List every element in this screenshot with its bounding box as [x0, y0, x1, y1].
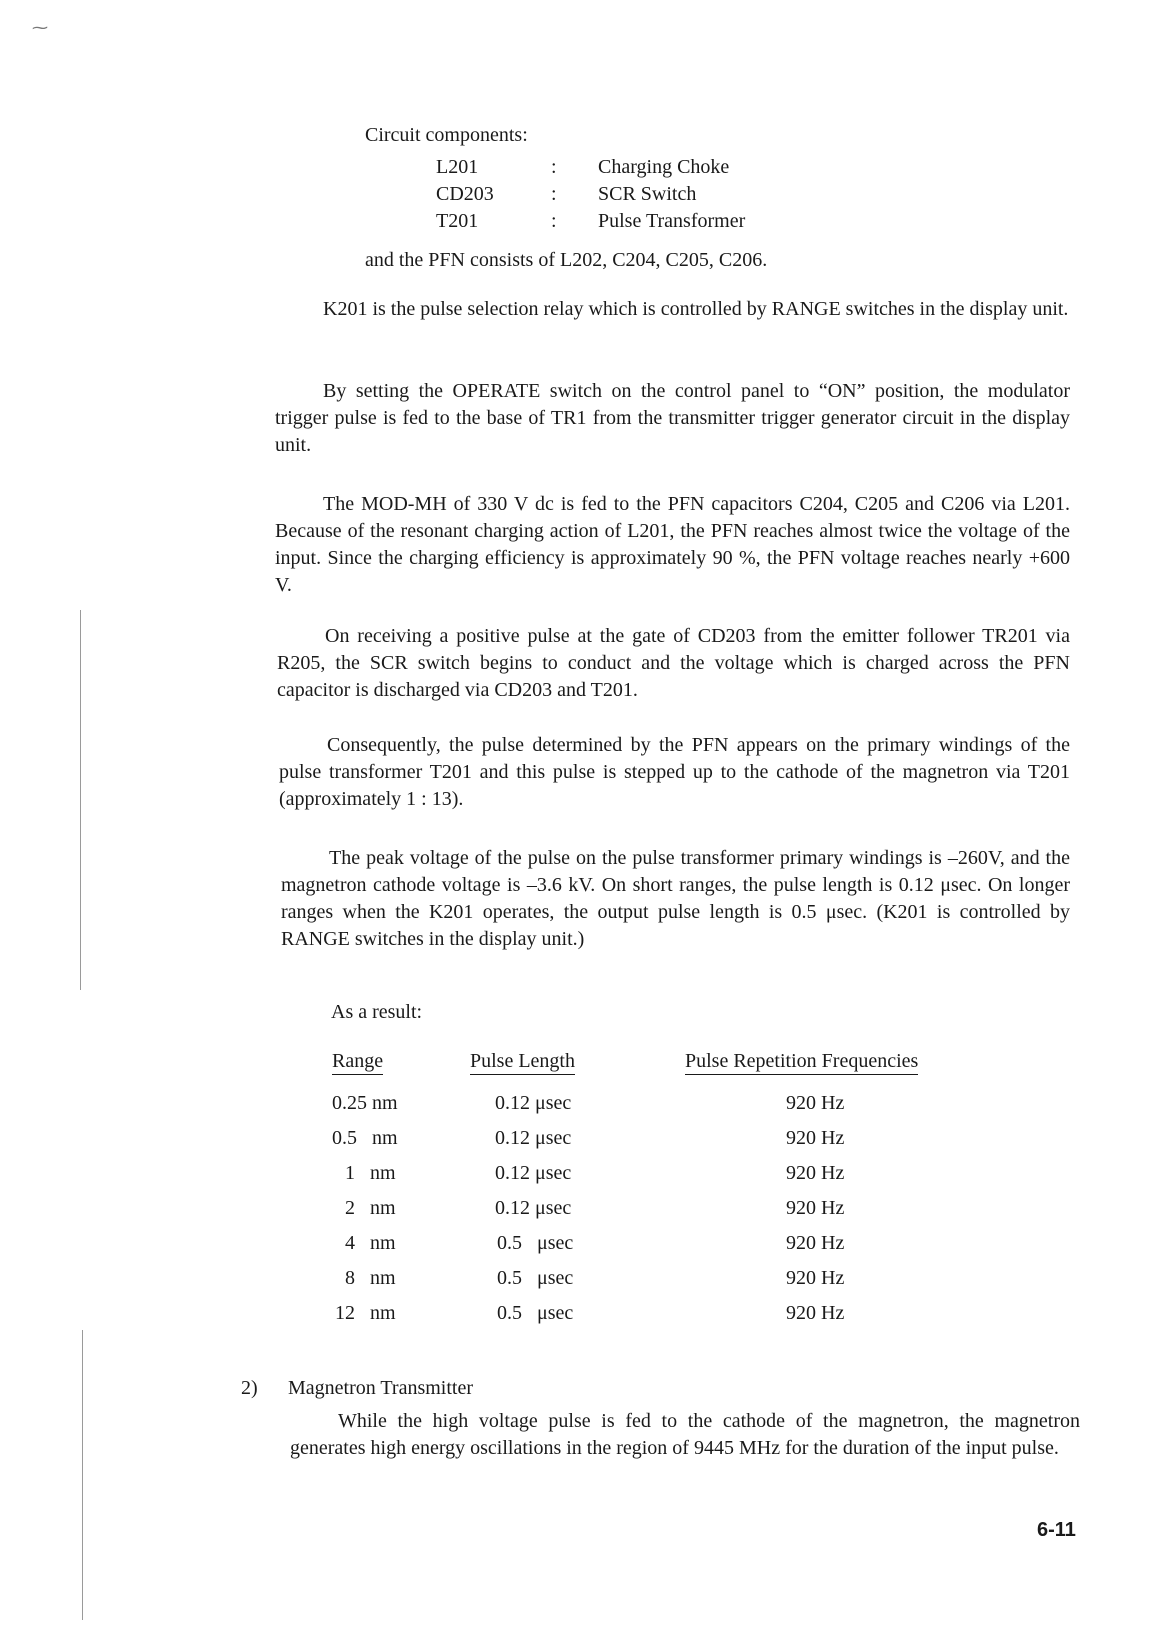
prf-cell: 920 Hz — [786, 1197, 845, 1219]
component-description: SCR Switch — [598, 183, 697, 205]
pulse-length-cell: 0.5 μsec — [497, 1232, 574, 1254]
table-row — [320, 1267, 980, 1297]
component-row — [436, 156, 856, 182]
table-row — [320, 1302, 980, 1332]
paragraph: The peak voltage of the pulse on the pulse transformer primary windings is –260V, and the magnetron cathode voltage is –3.6 kV. On short ranges, the pulse length is 0.12 μsec. On longer ranges when the K201 operates, the output pulse length is 0.5 μsec. (K201 is controlled by RANGE switches in the display unit.) — [281, 847, 1070, 950]
scan-artifact-icon: ⁓ — [32, 18, 48, 37]
prf-cell: 920 Hz — [786, 1267, 845, 1289]
table-row — [320, 1092, 980, 1122]
range-cell: 1 nm — [345, 1162, 396, 1184]
component-row — [436, 183, 856, 209]
pulse-length-cell: 0.12 μsec — [495, 1092, 572, 1114]
table-row — [320, 1232, 980, 1262]
pulse-length-cell: 0.12 μsec — [495, 1197, 572, 1219]
table-row — [320, 1127, 980, 1157]
paragraph: K201 is the pulse selection relay which is controlled by RANGE switches in the display unit. — [323, 298, 1069, 320]
prf-cell: 920 Hz — [786, 1127, 845, 1149]
prf-cell: 920 Hz — [786, 1302, 845, 1324]
table-header-pulse-length: Pulse Length — [470, 1050, 575, 1075]
component-code: T201 — [436, 210, 479, 232]
component-separator: : — [551, 156, 557, 178]
page-number: 6-11 — [1037, 1519, 1076, 1541]
component-code: CD203 — [436, 183, 494, 205]
pfn-description: and the PFN consists of L202, C204, C205, C206. — [365, 249, 768, 271]
section-number: 2) — [241, 1377, 258, 1399]
pulse-length-cell: 0.5 μsec — [497, 1302, 574, 1324]
result-label: As a result: — [331, 1001, 423, 1023]
range-cell: 0.25 nm — [332, 1092, 398, 1114]
paragraph: On receiving a positive pulse at the gate of CD203 from the emitter follower TR201 via R205, the SCR switch begins to conduct and the voltage which is charged across the PFN capacitor is discharged via CD203 and T201. — [277, 625, 1070, 701]
range-cell: 12 nm — [335, 1302, 396, 1324]
binding-edge-mark — [82, 1330, 83, 1620]
prf-cell: 920 Hz — [786, 1162, 845, 1184]
paragraph: The MOD-MH of 330 V dc is fed to the PFN capacitors C204, C205 and C206 via L201. Because of the resonant charging action of L201, the PFN reaches almost twice the voltage of the input. Since the charging efficiency is approximately 90 %, the PFN voltage reaches nearly +600 V. — [275, 493, 1070, 596]
table-row — [320, 1162, 980, 1192]
component-description: Pulse Transformer — [598, 210, 746, 232]
binding-edge-mark — [80, 610, 81, 990]
section-title: Magnetron Transmitter — [288, 1377, 473, 1399]
pulse-length-cell: 0.12 μsec — [495, 1162, 572, 1184]
range-cell: 2 nm — [345, 1197, 396, 1219]
table-header-prf: Pulse Repetition Frequencies — [685, 1050, 918, 1075]
table-header-range: Range — [332, 1050, 383, 1075]
pulse-length-cell: 0.5 μsec — [497, 1267, 574, 1289]
pulse-length-cell: 0.12 μsec — [495, 1127, 572, 1149]
component-separator: : — [551, 183, 557, 205]
range-cell: 4 nm — [345, 1232, 396, 1254]
component-row — [436, 210, 856, 236]
component-separator: : — [551, 210, 557, 232]
section-body: While the high voltage pulse is fed to the cathode of the magnetron, the magnetron generates high energy oscillations in the region of 9445 MHz for the duration of the input pulse. — [290, 1410, 1080, 1459]
paragraph: By setting the OPERATE switch on the control panel to “ON” position, the modulator trigger pulse is fed to the base of TR1 from the transmitter trigger generator circuit in the display unit. — [275, 380, 1070, 456]
component-description: Charging Choke — [598, 156, 730, 178]
components-heading: Circuit components: — [365, 124, 528, 146]
paragraph: Consequently, the pulse determined by the PFN appears on the primary windings of the pulse transformer T201 and this pulse is stepped up to the cathode of the magnetron via T201 (approximately 1 : 13). — [279, 734, 1070, 810]
table-row — [320, 1197, 980, 1227]
component-code: L201 — [436, 156, 479, 178]
range-cell: 8 nm — [345, 1267, 396, 1289]
prf-cell: 920 Hz — [786, 1232, 845, 1254]
range-cell: 0.5 nm — [332, 1127, 398, 1149]
prf-cell: 920 Hz — [786, 1092, 845, 1114]
